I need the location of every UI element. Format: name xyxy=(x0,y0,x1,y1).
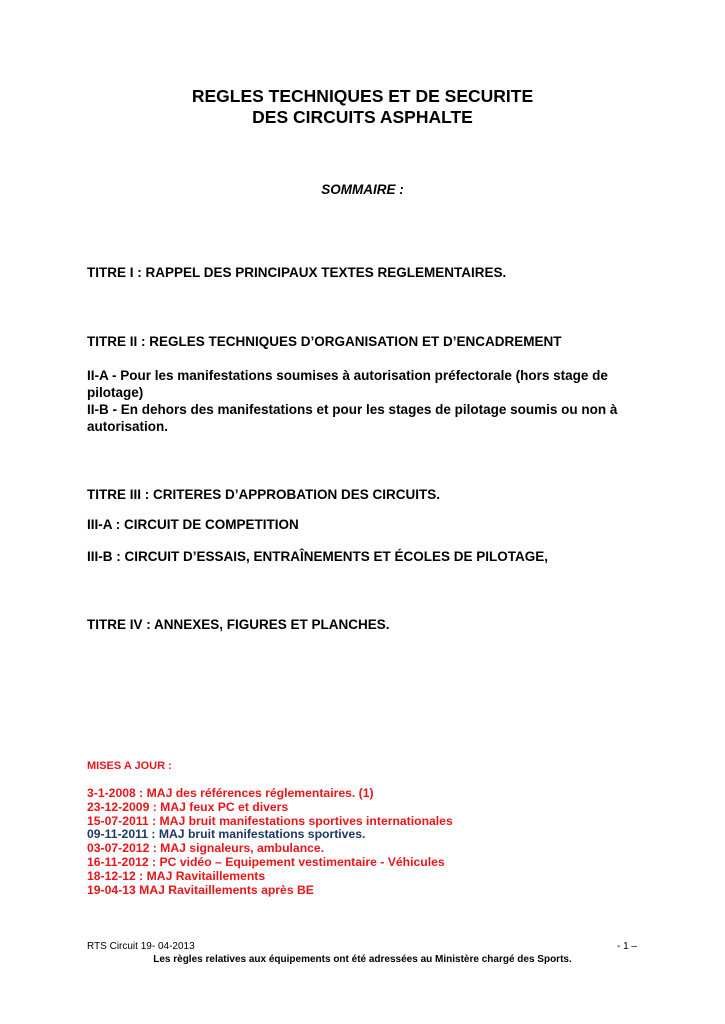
update-entry: 09-11-2011 : MAJ bruit manifestations sportives. xyxy=(87,827,366,842)
toc-titre-4: TITRE IV : ANNEXES, FIGURES ET PLANCHES. xyxy=(87,617,390,632)
page-number: - 1 – xyxy=(616,941,637,952)
toc-titre-2: TITRE II : REGLES TECHNIQUES D’ORGANISATION ET D’ENCADREMENT xyxy=(87,334,562,349)
update-entry: 3-1-2008 : MAJ des références réglementaires. (1) xyxy=(87,786,374,800)
toc-section-iia: II-A - Pour les manifestations soumises à autorisation préfectorale (hors stage de pilotage) xyxy=(87,368,608,400)
sommaire-heading: SOMMAIRE : xyxy=(321,182,404,197)
update-entry: 19-04-13 MAJ Ravitaillements après BE xyxy=(87,882,314,897)
title-line-1: REGLES TECHNIQUES ET DE SECURITE xyxy=(191,86,534,106)
footer-reference: RTS Circuit 19- 04-2013 xyxy=(87,941,195,952)
toc-section-iiib: III-B : CIRCUIT D’ESSAIS, ENTRAÎNEMENTS ET ÉCOLES DE PILOTAGE, xyxy=(87,549,549,564)
updates-heading: MISES A JOUR : xyxy=(87,760,172,772)
update-entry: 15-07-2011 : MAJ bruit manifestations sportives internationales xyxy=(87,813,453,828)
toc-section-iib: II-B - En dehors des manifestations et pour les stages de pilotage soumis ou non à autorisation. xyxy=(87,402,618,434)
toc-section-iiia: III-A : CIRCUIT DE COMPETITION xyxy=(87,517,299,532)
update-entry: 23-12-2009 : MAJ feux PC et divers xyxy=(87,799,289,814)
title-line-2: DES CIRCUITS ASPHALTE xyxy=(252,107,473,127)
update-entry: 16-11-2012 : PC vidéo – Equipement vestimentaire - Véhicules xyxy=(87,854,445,869)
update-entry: 18-12-12 : MAJ Ravitaillements xyxy=(87,868,266,883)
toc-titre-3: TITRE III : CRITERES D’APPROBATION DES CIRCUITS. xyxy=(87,487,441,502)
toc-titre-1: TITRE I : RAPPEL DES PRINCIPAUX TEXTES REGLEMENTAIRES. xyxy=(87,265,507,280)
footer-note: Les règles relatives aux équipements ont été adressées au Ministère chargé des Sports. xyxy=(153,954,572,965)
updates-list xyxy=(87,787,647,897)
document-title xyxy=(0,86,725,128)
update-entry: 03-07-2012 : MAJ signaleurs, ambulance. xyxy=(87,841,325,856)
